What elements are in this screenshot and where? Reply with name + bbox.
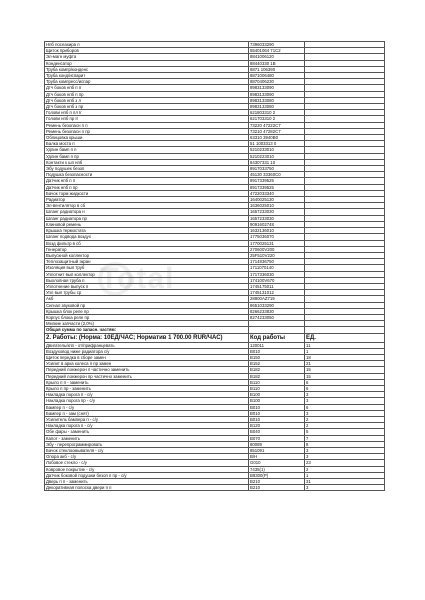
work-name: Эбу - перепрограммировать: [45, 441, 249, 447]
part-name: Крышка термостата: [45, 228, 249, 234]
work-units: 1: [305, 472, 385, 478]
work-code: B/H: [249, 454, 305, 460]
part-number: 1640025130: [249, 197, 305, 203]
part-number: 621703310 2: [249, 116, 305, 122]
work-units: 3: [305, 485, 385, 491]
work-name: Усилит в арка колеса п пр замен: [45, 361, 249, 367]
part-name: Выхлопная труба п: [45, 277, 249, 283]
part-name: Возд фильтр в сб: [45, 240, 249, 246]
work-name: Декоративная полоска двери п п: [45, 485, 249, 491]
part-number: 1717336030: [249, 271, 305, 277]
work-units: 31: [305, 479, 385, 485]
works-header-row: [45, 333, 385, 342]
part-name: Голови нпб п пл Ir: [45, 110, 249, 116]
part-number: 1745131012: [249, 290, 305, 296]
part-name: Теплозащитный экран: [45, 259, 249, 265]
part-name: Труба компр/конденс: [45, 66, 249, 72]
part-number: 5210233010: [249, 147, 305, 153]
part-number: 1657233030: [249, 215, 305, 221]
part-name: Ремень безопасн п п: [45, 122, 249, 128]
part-name: Клиновой ремень: [45, 221, 249, 227]
part-name: Конденсатор: [45, 60, 249, 66]
part-number: 84307331 10: [249, 159, 305, 165]
part-name: Труба компресс/испар: [45, 79, 249, 85]
part-name: Эл-вентилятор в сб: [45, 203, 249, 209]
work-name: Крыло п пр - заменить: [45, 385, 249, 391]
part-name: Корпус блока реле пр: [45, 314, 249, 320]
part-number: 8266233830: [249, 308, 305, 314]
part-name: Шланг радиатора н: [45, 209, 249, 215]
work-name: Двигатель/кпп - от/прифранцевать: [45, 342, 249, 348]
work-units: 6: [305, 404, 385, 410]
part-number: 8841006120: [249, 54, 305, 60]
work-code: B100: [249, 392, 305, 398]
part-name: Сигнал звуковой пр: [45, 302, 249, 308]
work-units: 3: [305, 448, 385, 454]
part-number: 1632136010: [249, 228, 305, 234]
part-number: 8274233050: [249, 314, 305, 320]
part-number: 1745175011: [249, 283, 305, 289]
work-code: B182: [249, 373, 305, 379]
work-code: B182: [249, 367, 305, 373]
work-name: Воздуховод ниже радиатора с/у: [45, 348, 249, 354]
work-code: B070: [249, 435, 305, 441]
part-number: 63310 3940В0: [249, 135, 305, 141]
part-name: Контакти к шп нпб: [45, 159, 249, 165]
part-name: Удлин бамп п п: [45, 147, 249, 153]
part-name: Эл-магн муфта: [45, 54, 249, 60]
part-name: Удлин бамп п пр: [45, 153, 249, 159]
part-name: Радиатор: [45, 197, 249, 203]
work-code: B120: [249, 423, 305, 429]
part-number: 1714836750: [249, 259, 305, 265]
work-code: B110: [249, 379, 305, 385]
part-name: Крышка блок реле пр: [45, 308, 249, 314]
work-code: B040: [249, 429, 305, 435]
part-number: 621803310 2: [249, 110, 305, 116]
part-name: Труба конд/испарит: [45, 73, 249, 79]
work-name: Накладка порога п - с/у: [45, 423, 249, 429]
work-units: 6: [305, 379, 385, 385]
part-number: 51 1003313 0: [249, 141, 305, 147]
part-name: Дтч боков нпб п п: [45, 85, 249, 91]
part-name: Дтч боков нпб з пр: [45, 104, 249, 110]
part-name: Упл вып трубы ср: [45, 290, 249, 296]
part-number: 73220 47222С7: [249, 122, 305, 128]
part-number: 8983133090: [249, 91, 305, 97]
part-name: Щиток приборов: [45, 48, 249, 54]
work-units: 21: [305, 361, 385, 367]
part-name: Облицовка крыши: [45, 135, 249, 141]
work-units: 8: [305, 441, 385, 447]
work-name: Бампер п - с/у: [45, 404, 249, 410]
work-name: Лобовое стекло - с/у: [45, 460, 249, 466]
part-number: 1770025131: [249, 240, 305, 246]
work-code: 120011: [249, 342, 305, 348]
part-number: 1657233030: [249, 209, 305, 215]
work-name: Щиток передка в сборе замен: [45, 354, 249, 360]
part-number: 8651033290: [249, 302, 305, 308]
part-number: 8983133080: [249, 97, 305, 103]
part-name: Голови нпб пр Ir: [45, 116, 249, 122]
part-number: 88440330 1В: [249, 60, 305, 66]
part-number: 8917339525: [249, 178, 305, 184]
work-code: 80089: [249, 441, 305, 447]
work-units: 5: [305, 429, 385, 435]
part-number: 8983133080: [249, 104, 305, 110]
part-name: Дтч боков нпб з л: [45, 97, 249, 103]
work-code: B010: [249, 348, 305, 354]
part-name: Ремень безопасн п пр: [45, 128, 249, 134]
work-name: Усилитель бампера п - с/у: [45, 416, 249, 422]
work-name: Передний лонжерон п частично заменить: [45, 367, 249, 373]
work-units: 3: [305, 454, 385, 460]
work-name: Ковровое покрытие - с/у: [45, 466, 249, 472]
work-name: Обе фары - заменить: [45, 429, 249, 435]
part-name: Шланг подвода воздух: [45, 234, 249, 240]
part-number: 9091602748: [249, 221, 305, 227]
part-number: 1775036070: [249, 234, 305, 240]
part-name: Дтч боков нпб п пр: [45, 91, 249, 97]
work-units: 6: [305, 385, 385, 391]
works-row: [45, 485, 385, 491]
work-code: B010: [249, 416, 305, 422]
parts-total-label: Общая сумма по запасн. частям:: [45, 327, 249, 333]
part-name: Бачок торм жидкости: [45, 190, 249, 196]
work-units: 11: [305, 342, 385, 348]
work-name: Крыло п п - заменить: [45, 379, 249, 385]
part-number: 5210223010: [249, 153, 305, 159]
part-number: 8917339525: [249, 184, 305, 190]
work-units: 15: [305, 367, 385, 373]
part-name: Изоляция вып труб: [45, 265, 249, 271]
part-name: Эбу подушек безоп: [45, 166, 249, 172]
work-name: Датчик боковой подушки безоп п пр - с/у: [45, 472, 249, 478]
work-units: 23: [305, 460, 385, 466]
work-units: 2: [305, 466, 385, 472]
work-name: Накладка порога пр - с/у: [45, 398, 249, 404]
work-name: Капот - заменить: [45, 435, 249, 441]
part-number: 8871006480: [249, 73, 305, 79]
part-name: Нпб посеахира п: [45, 42, 249, 48]
work-units: 3: [305, 392, 385, 398]
work-name: Бампер п - зам (снят): [45, 410, 249, 416]
part-number: 7396033290: [249, 42, 305, 48]
part-name: Уплотнит вып коллектор: [45, 271, 249, 277]
part-number: 45130 33360С0: [249, 172, 305, 178]
work-units: 1: [305, 348, 385, 354]
part-name: Балка моста п: [45, 141, 249, 147]
part-number: 4722033340: [249, 190, 305, 196]
part-name: Датчик нпб п пр: [45, 184, 249, 190]
estimate-sheet: [44, 41, 384, 491]
work-name: Передний лонжерон пр частично заменить: [45, 373, 249, 379]
work-name: Накладка порога п - с/у: [45, 392, 249, 398]
work-units: 18: [305, 354, 385, 360]
work-code: B010: [249, 410, 305, 416]
work-units: 2: [305, 416, 385, 422]
part-name: Датчик нпб п п: [45, 178, 249, 184]
part-name: Акб: [45, 296, 249, 302]
work-code: 7435(1): [249, 466, 305, 472]
part-number: 8870406230: [249, 79, 305, 85]
part-number: 28800AZ719: [249, 296, 305, 302]
work-name: Опора акб - с/у: [45, 454, 249, 460]
work-code: G010: [249, 460, 305, 466]
work-name: Дверь п п - заменить: [45, 479, 249, 485]
part-name: Подушка безопасности: [45, 172, 249, 178]
part-name: Уплотнение выпуск п: [45, 283, 249, 289]
part-number: 8917033750: [249, 166, 305, 172]
work-code: B152: [249, 361, 305, 367]
part-name: Шланг радиатора пр: [45, 215, 249, 221]
work-name: Бачок стеклоомывателя - с/у: [45, 448, 249, 454]
part-number: 1636025010: [249, 203, 305, 209]
work-code: B150: [249, 354, 305, 360]
part-name: Выпускной коллектор: [45, 252, 249, 258]
part-name: Мелкие запчасти (2,0%): [45, 321, 249, 327]
work-code: B210: [249, 485, 305, 491]
parts-table: [44, 41, 385, 491]
work-code: B210: [249, 479, 305, 485]
part-number: 270600V200: [249, 246, 305, 252]
part-number: 25F510V220: [249, 252, 305, 258]
work-units: 15: [305, 373, 385, 379]
work-units: 3: [305, 398, 385, 404]
work-code: B110: [249, 385, 305, 391]
part-number: 1711070140: [249, 265, 305, 271]
work-units: 3: [305, 410, 385, 416]
work-code: B9300(P): [249, 472, 305, 478]
work-code: B010: [249, 404, 305, 410]
work-code: B100: [249, 398, 305, 404]
part-number: 8871 106390: [249, 66, 305, 72]
works-section-title: 2. Работы: (Норма: 10ЕД/ЧАС; Норматив 1 700.00 RUR/ЧАС): [45, 333, 249, 342]
part-number: 73210 47282С7: [249, 128, 305, 134]
part-name: Генератор: [45, 246, 249, 252]
part-number: 8983133090: [249, 85, 305, 91]
watermark: Total: [100, 262, 175, 295]
work-units: 2: [305, 423, 385, 429]
part-number: 55401064 71С2: [249, 48, 305, 54]
work-units: 7: [305, 435, 385, 441]
works-col-units: ЕД.: [305, 333, 385, 342]
part-number: 174100V670: [249, 277, 305, 283]
work-code: 851091: [249, 448, 305, 454]
works-col-code: Код работы: [249, 333, 305, 342]
